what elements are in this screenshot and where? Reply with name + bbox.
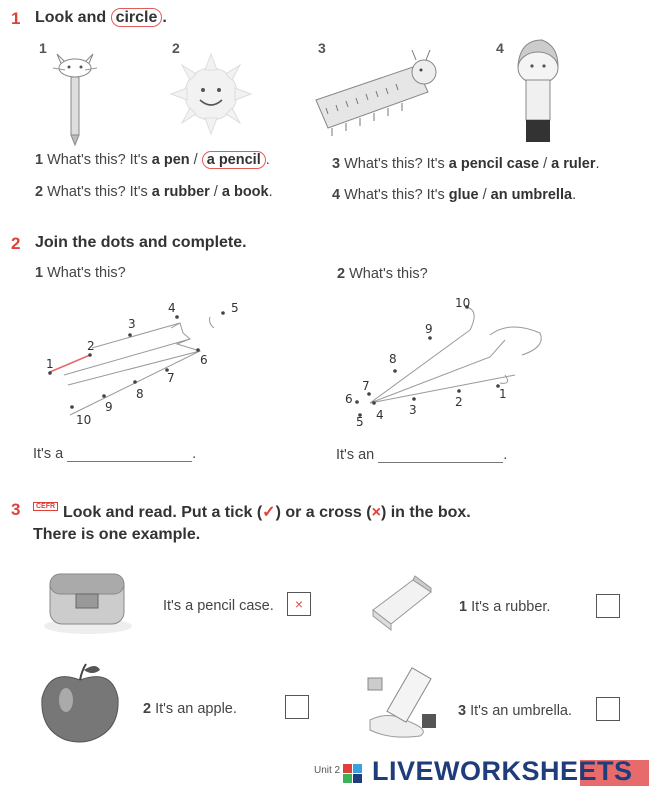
- liveworksheets-logo-icon: [343, 764, 362, 783]
- option-2[interactable]: an umbrella: [490, 187, 573, 203]
- question-number: 1: [35, 265, 44, 281]
- question-row: [337, 266, 428, 282]
- answer-blank[interactable]: [67, 447, 192, 462]
- answer-box[interactable]: [285, 695, 309, 719]
- dot-label: 6: [200, 353, 208, 367]
- dot-to-dot-pencil: [40, 295, 270, 430]
- dot-label: 2: [455, 395, 463, 409]
- pencil-picture: [45, 42, 105, 147]
- section-number: 3: [11, 500, 21, 519]
- period: .: [265, 152, 270, 168]
- answer-row: [33, 446, 196, 462]
- cefr-badge: CEFR: [33, 502, 58, 511]
- question-row: [35, 152, 270, 168]
- question-text: What's this? It's: [47, 152, 152, 168]
- period: .: [503, 447, 508, 463]
- question-text: What's this?: [349, 266, 428, 282]
- brand-watermark: LIVEWORKSHEETS: [372, 756, 633, 786]
- question-text: What's this? It's: [344, 156, 449, 172]
- question-number: 1: [35, 152, 44, 168]
- dot-label: 10: [76, 413, 92, 427]
- statement-text: It's an umbrella.: [470, 703, 573, 719]
- question-text: What's this?: [47, 265, 126, 281]
- option-2[interactable]: a book: [221, 184, 269, 200]
- cross-icon: ×: [371, 504, 381, 521]
- dot-label: 6: [345, 392, 353, 406]
- statement-number: 2: [143, 701, 152, 717]
- dot-label: 4: [168, 301, 176, 315]
- picture-number: 2: [172, 40, 180, 56]
- glue-picture: [508, 36, 564, 146]
- apple-picture: [36, 660, 126, 745]
- sun-picture: [168, 52, 254, 136]
- picture-number: 3: [318, 40, 326, 56]
- statement-number: 1: [459, 599, 468, 615]
- answer-prefix: It's an: [336, 447, 375, 463]
- dot-label: 1: [46, 357, 54, 371]
- question-row: [332, 187, 576, 203]
- period: .: [268, 184, 273, 200]
- title-end: .: [162, 9, 167, 26]
- section-number: 2: [11, 234, 21, 253]
- answer-box[interactable]: [596, 594, 620, 618]
- option-2-circled[interactable]: a pencil: [202, 151, 266, 169]
- dot-label: 9: [425, 322, 433, 336]
- title-text: Look and: [35, 9, 111, 26]
- rubber-picture: [367, 572, 437, 632]
- section-subtitle: There is one example.: [33, 526, 201, 543]
- separator: /: [189, 152, 202, 168]
- title-text: ) in the box.: [380, 504, 471, 521]
- question-number: 3: [332, 156, 341, 172]
- period: .: [192, 446, 197, 462]
- statement-number: 3: [458, 703, 467, 719]
- section-title: [63, 502, 471, 522]
- dot-label: 2: [87, 339, 95, 353]
- question-text: What's this? It's: [344, 187, 449, 203]
- statement-text: It's a rubber.: [471, 599, 551, 615]
- tick-icon: ✓: [262, 504, 276, 521]
- question-number: 2: [35, 184, 44, 200]
- answer-row: [336, 447, 507, 463]
- period: .: [595, 156, 600, 172]
- title-text: Look and read. Put a tick (: [63, 504, 263, 521]
- dot-label: 8: [389, 352, 397, 366]
- section-number: 1: [11, 9, 21, 28]
- dot-label: 9: [105, 400, 113, 414]
- separator: /: [209, 184, 222, 200]
- option-1[interactable]: glue: [448, 187, 479, 203]
- example-answer-box: ×: [287, 592, 311, 616]
- question-row: [35, 184, 273, 200]
- dot-label: 5: [231, 301, 239, 315]
- separator: /: [478, 187, 491, 203]
- period: .: [572, 187, 577, 203]
- picture-number: 4: [496, 40, 504, 56]
- question-text: What's this? It's: [47, 184, 152, 200]
- dot-label: 1: [499, 387, 507, 401]
- question-row: [332, 156, 600, 172]
- option-1[interactable]: a pen: [151, 152, 190, 168]
- statement: [458, 703, 572, 719]
- dot-label: 10: [455, 296, 471, 310]
- question-row: [35, 265, 126, 281]
- dot-label: 3: [128, 317, 136, 331]
- section-title: Join the dots and complete.: [35, 234, 247, 251]
- section-title: [35, 9, 167, 27]
- option-1[interactable]: a pencil case: [448, 156, 540, 172]
- answer-blank[interactable]: [378, 448, 503, 463]
- title-text: ) or a cross (: [275, 504, 372, 521]
- option-2[interactable]: a ruler: [551, 156, 596, 172]
- dot-label: 8: [136, 387, 144, 401]
- separator: /: [539, 156, 552, 172]
- ruler-picture: [312, 48, 442, 138]
- dot-label: 7: [167, 371, 175, 385]
- picture-number: 1: [39, 40, 47, 56]
- statement: It's a pencil case.: [163, 598, 274, 614]
- option-1[interactable]: a rubber: [151, 184, 210, 200]
- pencil-case-picture: [38, 556, 138, 636]
- glue-spill-picture: [360, 660, 450, 740]
- question-number: 2: [337, 266, 346, 282]
- statement: [143, 701, 237, 717]
- statement-text: It's an apple.: [155, 701, 237, 717]
- dot-label: 7: [362, 379, 370, 393]
- unit-label: Unit 2: [314, 765, 341, 776]
- dot-label: 4: [376, 408, 384, 422]
- answer-box[interactable]: [596, 697, 620, 721]
- statement: [459, 599, 550, 615]
- dot-label: 5: [356, 415, 364, 429]
- circled-word: circle: [111, 8, 163, 27]
- dot-to-dot-umbrella: [340, 295, 560, 430]
- answer-prefix: It's a: [33, 446, 64, 462]
- dot-label: 3: [409, 403, 417, 417]
- question-number: 4: [332, 187, 341, 203]
